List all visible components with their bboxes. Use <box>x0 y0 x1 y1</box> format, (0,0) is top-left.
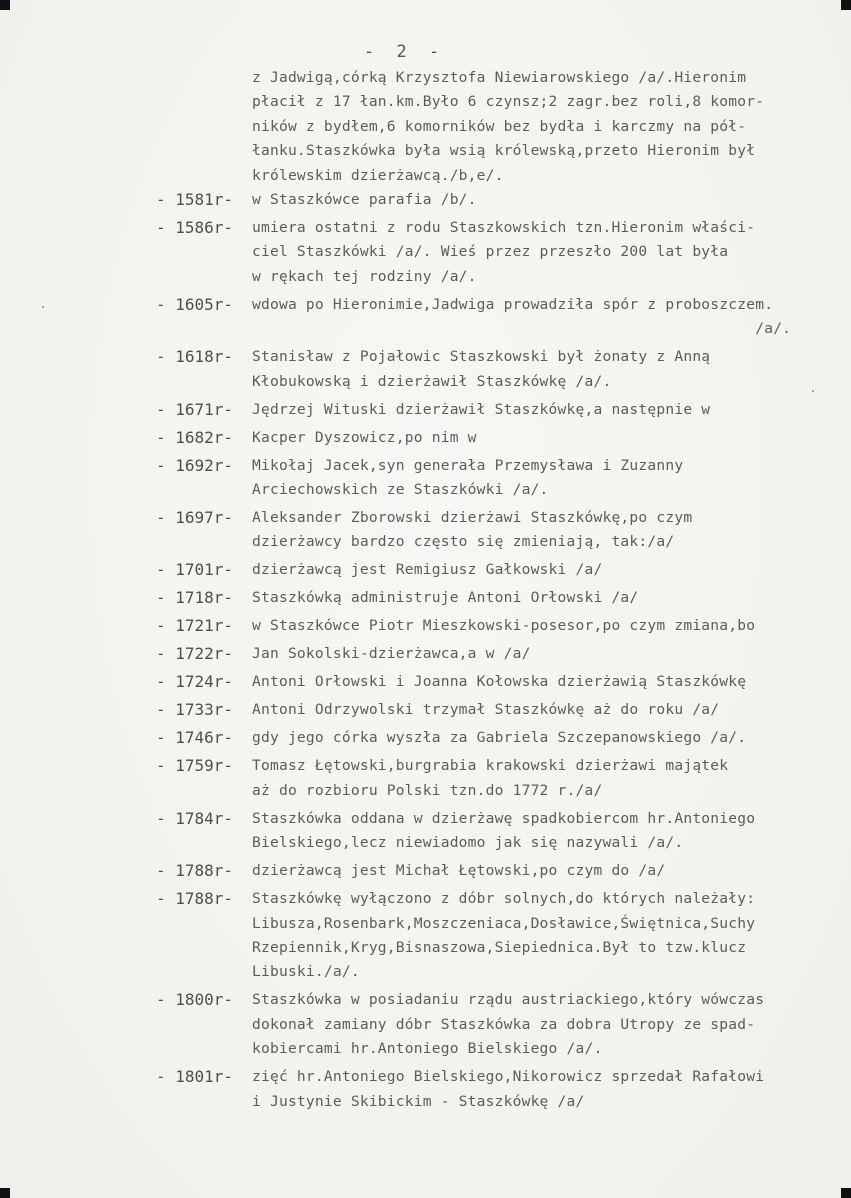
entry-year: - 1800r- <box>156 990 234 1010</box>
entry-year: - 1697r- <box>156 508 234 527</box>
entry-text-line: Staszkówkę wyłączono z dóbr solnych,do których należały: <box>252 890 756 908</box>
entry-text-line: Bielskiego,lecz niewiadomo jak się nazywali /a/. <box>252 834 684 852</box>
entry-year: - 1788r- <box>156 889 234 909</box>
entry-text-line: dokonał zamiany dóbr Staszkówka za dobra Utropy ze spad- <box>252 1015 756 1033</box>
entry-text-line: ciel Staszkówki /a/. Wieś przez przeszło 200 lat była <box>252 243 729 261</box>
text-line: królewskim dzierżawcą./b,e/. <box>252 166 504 184</box>
page-number: - 2 - <box>364 42 446 62</box>
entry-text-line: dzierżawcą jest Michał Łętowski,po czym do /a/ <box>252 862 666 880</box>
entry-text-line: gdy jego córka wyszła za Gabriela Szczepanowskiego /a/. <box>252 729 747 747</box>
entry-text-line: dzierżawcy bardzo często się zmieniają, tak:/a/ <box>252 533 675 551</box>
entry-text-line: kobiercami hr.Antoniego Bielskiego /a/. <box>252 1040 603 1058</box>
text-line: płacił z 17 łan.km.Było 6 czynsz;2 zagr.bez roli,8 komor- <box>252 93 765 111</box>
entry-text-line: Aleksander Zborowski dzierżawi Staszkówkę,po czym <box>252 509 693 526</box>
entry-year: - 1671r- <box>156 399 234 419</box>
entry-year: - 1801r- <box>156 1067 234 1087</box>
entry-text-line: zięć hr.Antoniego Bielskiego,Nikorowicz sprzedał Rafałowi <box>252 1068 765 1086</box>
entry-year: - 1746r- <box>156 728 234 748</box>
entry-text-line: Kłobukowską i dzierżawił Staszkówkę /a/. <box>252 372 612 390</box>
entry-text-line: Libusza,Rosenbark,Moszczeniaca,Dosławice,Świętnica,Suchy <box>252 914 756 932</box>
entry-text-line: Staszkówka oddana w dzierżawę spadkobiercom hr.Antoniego <box>252 809 756 827</box>
entry-year: - 1784r- <box>156 808 234 828</box>
entry-text-line: w rękach tej rodziny /a/. <box>252 267 477 285</box>
entry-text-line: umiera ostatni z rodu Staszkowskich tzn.Hieronim właści- <box>252 219 756 236</box>
entry-year: - 1586r- <box>156 218 234 237</box>
entry-year: - 1788r- <box>156 861 234 881</box>
entry-year: - 1692r- <box>156 455 234 475</box>
entry-text-line: i Justynie Skibickim - Staszkówkę /a/ <box>252 1092 585 1110</box>
entry-year: - 1605r- <box>156 294 234 314</box>
entry-year: - 1618r- <box>156 347 234 367</box>
entry-text-line: w Staszkówce Piotr Mieszkowski-posesor,po czym zmiana,bo <box>252 617 756 635</box>
entry-text-line: Antoni Odrzywolski trzymał Staszkówkę aż do roku /a/ <box>252 701 720 719</box>
entry-text-line: Libuski./a/. <box>252 963 360 981</box>
entry-text-line: Mikołaj Jacek,syn generała Przemysława i Zuzanny <box>252 456 684 474</box>
entry-year: - 1701r- <box>156 560 234 580</box>
entry-text-line: w Staszkówce parafia /b/. <box>252 191 477 208</box>
entry-text-line: Stanisław z Pojałowic Staszkowski był żonaty z Anną <box>252 348 711 366</box>
entry-text-line: Rzepiennik,Kryg,Bisnaszowa,Siepiednica.Był to tzw.klucz <box>252 938 747 956</box>
entry-text-line: Jan Sokolski-dzierżawca,a w /a/ <box>252 645 531 663</box>
entry-year: - 1733r- <box>156 700 234 720</box>
entry-year: - 1718r- <box>156 588 234 608</box>
entry-text-line: dzierżawcą jest Remigiusz Gałkowski /a/ <box>252 561 603 579</box>
text-line: ników z bydłem,6 komorników bez bydła i karczmy na pół- <box>252 117 747 135</box>
entry-text-line: Staszkówka w posiadaniu rządu austriackiego,który wówczas <box>252 991 765 1009</box>
entry-year: - 1722r- <box>156 644 234 664</box>
entry-text-line: Antoni Orłowski i Joanna Kołowska dzierżawią Staszkówkę <box>252 673 747 691</box>
entry-text-line: Jędrzej Wituski dzierżawił Staszkówkę,a następnie w <box>252 400 711 418</box>
entry-text-line: Tomasz Łętowski,burgrabia krakowski dzierżawi majątek <box>252 757 729 775</box>
entry-text-line: Kacper Dyszowicz,po nim w <box>252 428 477 446</box>
entry-text-line: Arciechowskich ze Staszkówki /a/. <box>252 480 549 498</box>
entry-year: - 1759r- <box>156 756 234 776</box>
text-line: łanku.Staszkówka była wsią królewską,przeto Hieronim był <box>252 142 756 160</box>
entry-text-line: Staszkówką administruje Antoni Orłowski /a/ <box>252 589 639 607</box>
entry-year: - 1724r- <box>156 672 234 692</box>
entry-text-line: /a/. <box>252 320 792 338</box>
text-line: z Jadwigą,córką Krzysztofa Niewiarowskiego /a/.Hieronim <box>252 69 747 86</box>
entry-text-line: aż do rozbioru Polski tzn.do 1772 r./a/ <box>252 781 603 799</box>
entry-year: - 1682r- <box>156 427 234 447</box>
entry-year: - 1581r- <box>156 190 234 209</box>
entry-year: - 1721r- <box>156 616 234 636</box>
entry-text-line: wdowa po Hieronimie,Jadwiga prowadziła spór z proboszczem. <box>252 295 774 313</box>
